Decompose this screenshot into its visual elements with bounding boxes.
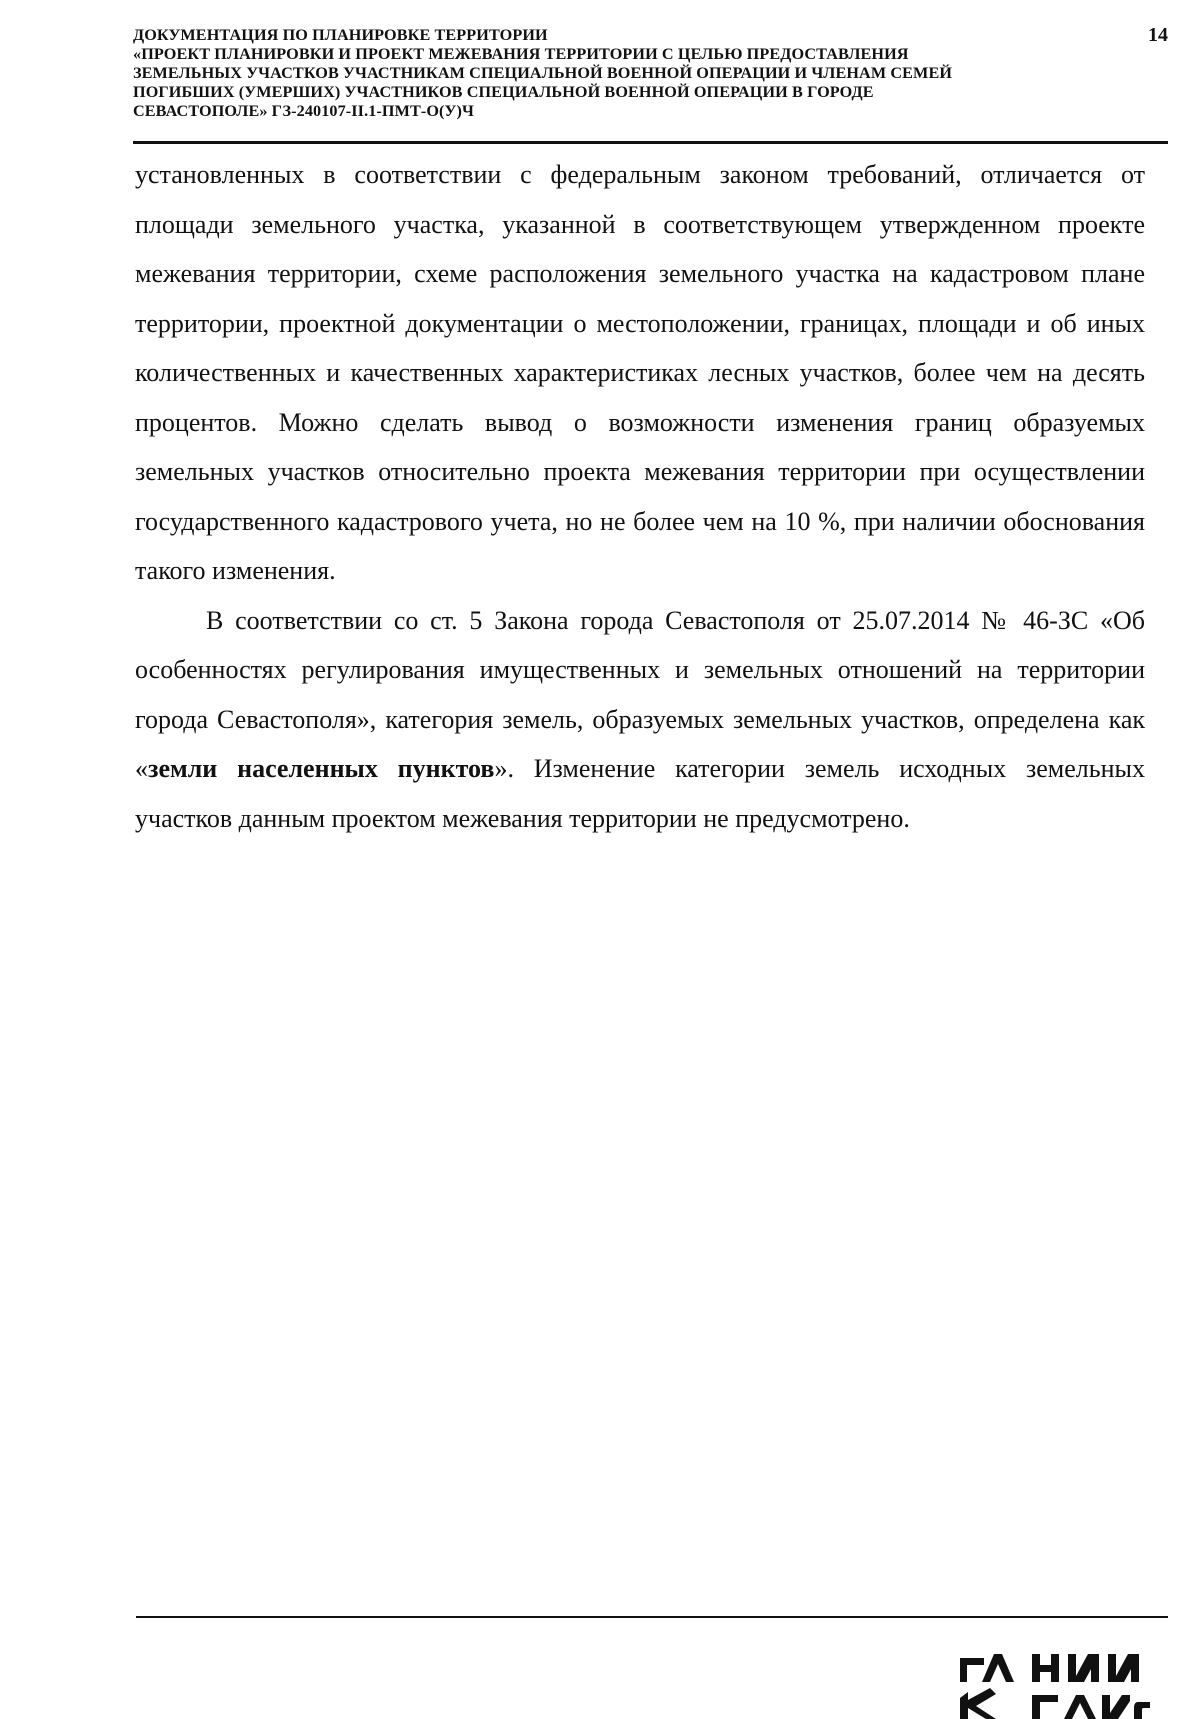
paragraph-2-text-end: ». Изменение категории земель исходных земельных участков данным проектом межевания территории не предусмотрено. — [135, 754, 1146, 833]
logo-mark-icon — [960, 1640, 1150, 1719]
paragraph-2-text-start: В соответствии со ст. 5 Закона города Севастополя от 25.07.2014 № 46-ЗС «Об особенностях регулирования имущественных и земельных отношений на территории города Севастополя», категория земель, образуемых земельных участков, определена как « — [135, 605, 1145, 783]
organization-logo — [960, 1640, 1150, 1719]
body-text — [135, 150, 1145, 843]
footer-divider — [136, 1616, 1168, 1618]
header-line-4: ПОГИБШИХ (УМЕРШИХ) УЧАСТНИКОВ СПЕЦИАЛЬНОЙ ВОЕННОЙ ОПЕРАЦИИ В ГОРОДЕ — [133, 83, 874, 101]
header-divider — [133, 141, 1168, 144]
header-line-1: ДОКУМЕНТАЦИЯ ПО ПЛАНИРОВКЕ ТЕРРИТОРИИ — [133, 26, 548, 44]
paragraph-2 — [135, 596, 1145, 844]
page-number: 14 — [1148, 24, 1168, 46]
header-line-2: «ПРОЕКТ ПЛАНИРОВКИ И ПРОЕКТ МЕЖЕВАНИЯ ТЕРРИТОРИИ С ЦЕЛЬЮ ПРЕДОСТАВЛЕНИЯ — [133, 45, 909, 63]
header-line-3: ЗЕМЕЛЬНЫХ УЧАСТКОВ УЧАСТНИКАМ СПЕЦИАЛЬНОЙ ВОЕННОЙ ОПЕРАЦИИ И ЧЛЕНАМ СЕМЕЙ — [133, 64, 953, 82]
paragraph-1: установленных в соответствии с федеральным законом требований, отличается от площади земельного участка, указанной в соответствующем утвержденном проекте межевания территории, схеме расположения земельного участка на кадастровом плане территории, проектной документации о местоположении, границах, площади и об иных количественных и качественных характеристиках лесных участков, более чем на десять процентов. Можно сделать вывод о возможности изменения границ образуемых земельных участков относительно проекта межевания территории при осуществлении государственного кадастрового учета, но не более чем на 10 %, при наличии обоснования такого изменения. — [135, 160, 1145, 585]
header-line-5: СЕВАСТОПОЛЕ» ГЗ-240107-II.1-ПМТ-О(У)Ч — [133, 102, 474, 120]
land-category-emphasis: земли населенных пунктов — [148, 754, 495, 783]
document-header — [133, 26, 1153, 121]
